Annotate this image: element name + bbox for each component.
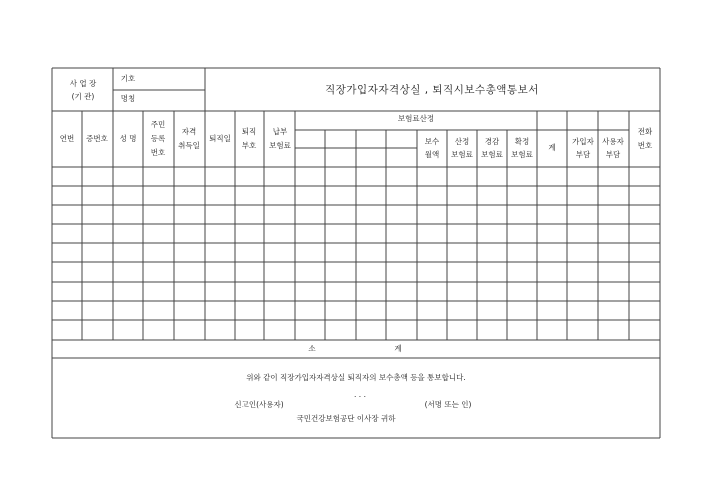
col-final-premium-1: 확정 bbox=[514, 137, 530, 146]
col-sum: 계 bbox=[548, 143, 556, 152]
code-label: 기호 bbox=[120, 74, 136, 83]
col-phone-1: 전화 bbox=[637, 127, 653, 136]
col-name: 성 명 bbox=[119, 134, 137, 143]
subtotal-left-label: 소 bbox=[308, 344, 316, 353]
col-calc-premium-1: 산정 bbox=[454, 137, 470, 146]
col-paid-premium-2: 보험료 bbox=[269, 141, 291, 150]
col-subscriber-share-1: 가입자 bbox=[572, 137, 594, 146]
col-resident-no-3: 번호 bbox=[150, 148, 166, 157]
name-label: 명칭 bbox=[120, 94, 136, 103]
form-grid-lines bbox=[52, 68, 660, 438]
col-retire-code-2: 부호 bbox=[241, 141, 257, 150]
col-employer-share-2: 부담 bbox=[605, 150, 621, 159]
footer-date-marks: . . . bbox=[354, 390, 366, 399]
col-serial: 연번 bbox=[59, 134, 75, 143]
footer-signature-label: (서명 또는 인) bbox=[424, 400, 472, 409]
col-paid-premium-1: 납부 bbox=[272, 127, 288, 136]
col-reduced-premium-2: 보험료 bbox=[481, 150, 503, 159]
col-calc-premium-2: 보험료 bbox=[451, 150, 473, 159]
footer-reporter-label: 신고인(사용자) bbox=[234, 400, 284, 409]
workplace-sub-label: (기 관) bbox=[71, 92, 95, 101]
col-calc-group: 보험료산정 bbox=[397, 114, 435, 123]
footer-addressee: 국민건강보험공단 이사장 귀하 bbox=[296, 414, 396, 423]
col-total-pay-2: 월액 bbox=[424, 150, 440, 159]
form-title: 직장가입자자격상실 , 퇴직시보수총액통보서 bbox=[325, 84, 539, 96]
footer-statement: 위와 같이 직장가입자자격상실 퇴직자의 보수총액 등을 통보합니다. bbox=[246, 373, 466, 382]
col-qual-date-1: 자격 bbox=[181, 127, 197, 136]
col-cert-no: 증번호 bbox=[86, 134, 108, 143]
col-resident-no-1: 주민 bbox=[150, 120, 166, 129]
col-resident-no-2: 등록 bbox=[150, 134, 166, 143]
col-retire-code-1: 퇴직 bbox=[241, 127, 257, 136]
subtotal-right-label: 계 bbox=[394, 344, 402, 353]
col-total-pay-1: 보수 bbox=[424, 137, 440, 146]
col-retire-date: 퇴직일 bbox=[209, 134, 231, 143]
col-final-premium-2: 보험료 bbox=[511, 150, 533, 159]
col-employer-share-1: 사용자 bbox=[602, 137, 624, 146]
col-subscriber-share-2: 부담 bbox=[575, 150, 591, 159]
col-phone-2: 번호 bbox=[637, 141, 653, 150]
col-reduced-premium-1: 경감 bbox=[484, 137, 500, 146]
col-qual-date-2: 취득일 bbox=[178, 141, 200, 150]
workplace-label: 사 업 장 bbox=[69, 79, 97, 88]
